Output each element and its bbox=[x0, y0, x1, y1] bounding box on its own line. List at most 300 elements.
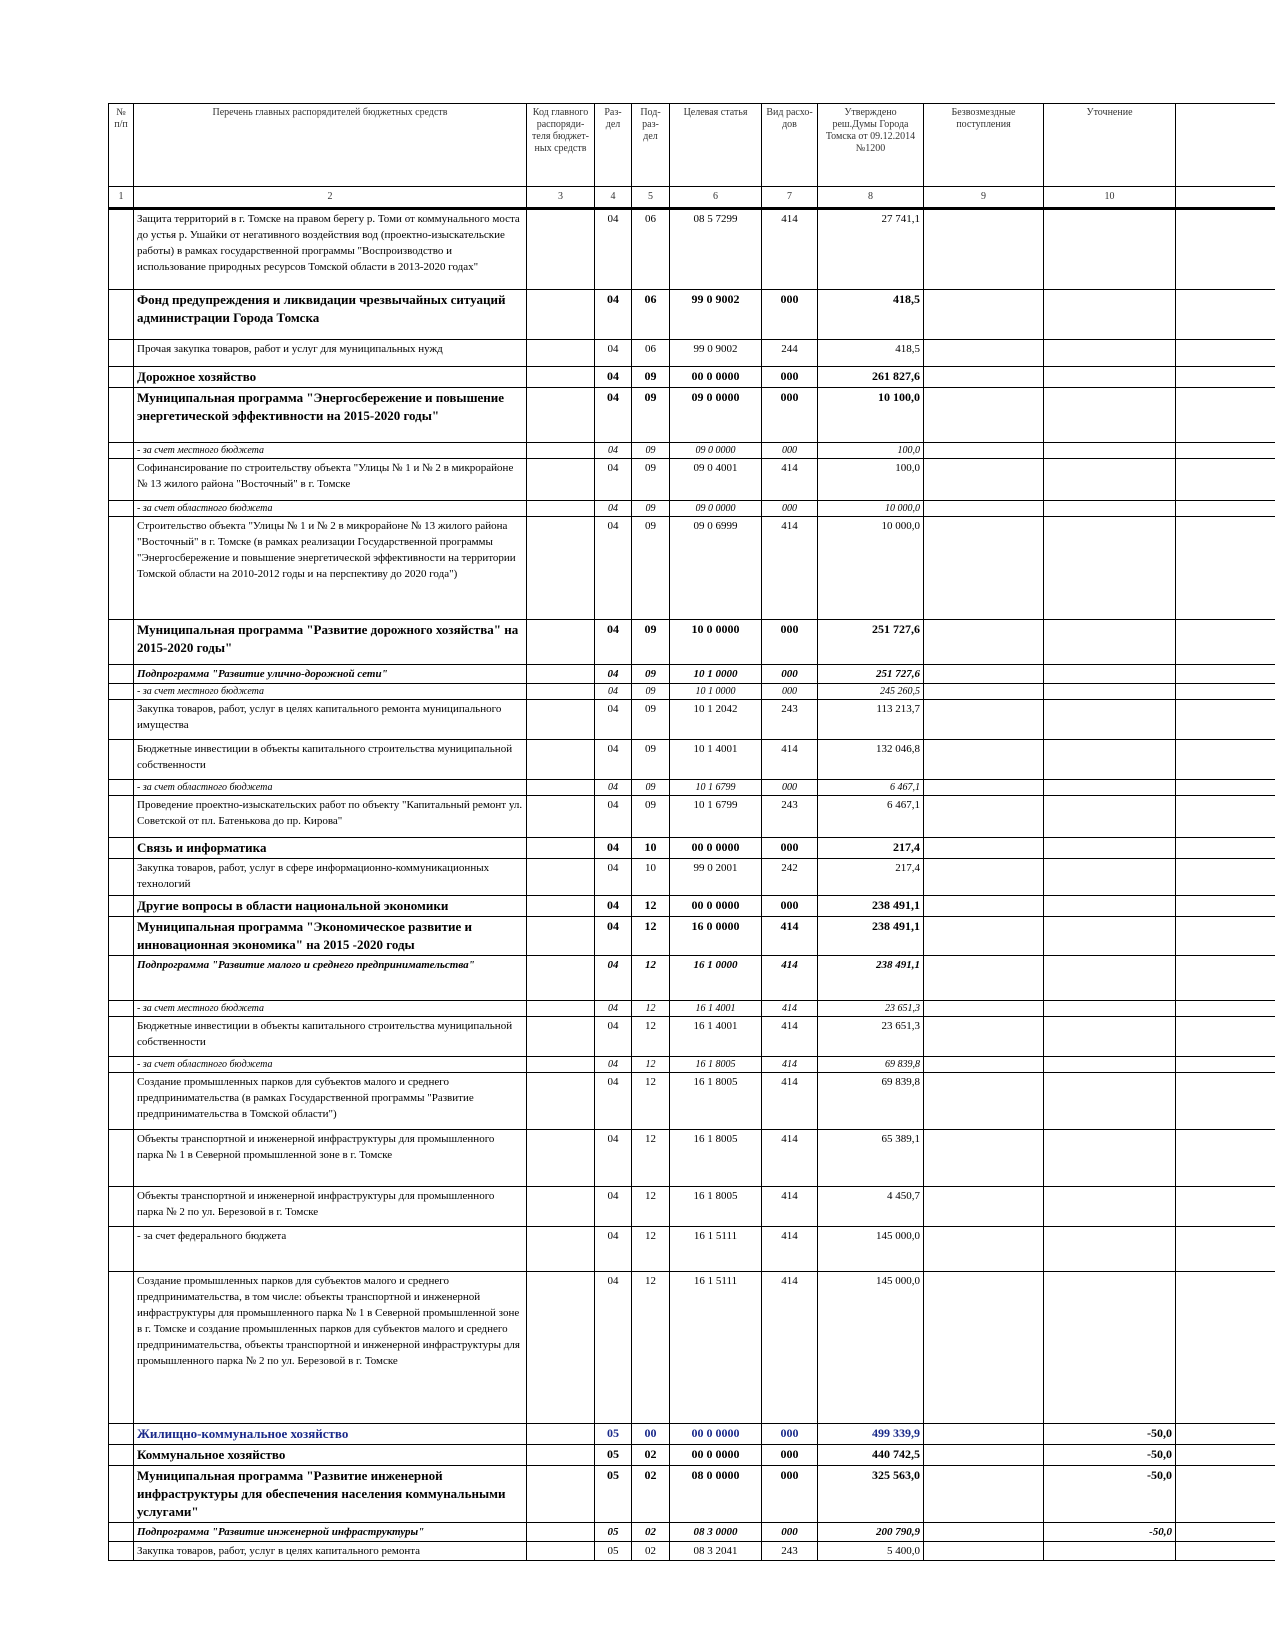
row-target-cell: 10 1 0000 bbox=[670, 665, 762, 684]
row-adjustment-cell bbox=[1044, 896, 1176, 917]
row-extra-cell bbox=[1176, 740, 1275, 780]
row-podrazdel-cell: 09 bbox=[632, 517, 670, 620]
row-amount-cell: 325 563,0 bbox=[818, 1466, 924, 1523]
row-target-cell: 16 1 5111 bbox=[670, 1227, 762, 1272]
row-expense-type-cell: 243 bbox=[762, 796, 818, 838]
row-code-cell bbox=[527, 740, 595, 780]
header-name: Перечень главных распорядителей бюджетных средств bbox=[134, 104, 527, 187]
row-grants-cell bbox=[924, 1001, 1044, 1017]
table-row bbox=[109, 700, 1275, 740]
row-num-cell bbox=[109, 1424, 134, 1445]
row-podrazdel-cell: 02 bbox=[632, 1445, 670, 1466]
row-expense-type-cell: 414 bbox=[762, 209, 818, 290]
row-podrazdel-cell: 12 bbox=[632, 1057, 670, 1073]
row-razdel-cell: 04 bbox=[595, 740, 632, 780]
row-expense-type-cell: 414 bbox=[762, 917, 818, 956]
row-expense-type-cell: 414 bbox=[762, 1001, 818, 1017]
row-amount-cell: 27 741,1 bbox=[818, 209, 924, 290]
row-grants-cell bbox=[924, 620, 1044, 665]
row-expense-type-cell: 414 bbox=[762, 517, 818, 620]
table-row bbox=[109, 665, 1275, 684]
row-code-cell bbox=[527, 1272, 595, 1424]
row-expense-type-cell: 000 bbox=[762, 501, 818, 517]
row-name-cell: Создание промышленных парков для субъектов малого и среднего предпринимательства (в рамках Государственной программы "Развитие предпринимательства в Томской области") bbox=[134, 1073, 527, 1130]
row-num-cell bbox=[109, 1523, 134, 1542]
row-amount-cell: 10 100,0 bbox=[818, 388, 924, 443]
header-podrazdel: Под-раз-дел bbox=[632, 104, 670, 187]
table-row bbox=[109, 684, 1275, 700]
row-num-cell bbox=[109, 1542, 134, 1561]
table-row bbox=[109, 1424, 1275, 1445]
row-razdel-cell: 04 bbox=[595, 620, 632, 665]
row-adjustment-cell bbox=[1044, 1057, 1176, 1073]
row-extra-cell bbox=[1176, 896, 1275, 917]
row-amount-cell: 4 450,7 bbox=[818, 1187, 924, 1227]
row-expense-type-cell: 243 bbox=[762, 1542, 818, 1561]
row-num-cell bbox=[109, 859, 134, 896]
row-expense-type-cell: 000 bbox=[762, 896, 818, 917]
row-adjustment-cell bbox=[1044, 1227, 1176, 1272]
row-num-cell bbox=[109, 459, 134, 501]
row-expense-type-cell: 414 bbox=[762, 1187, 818, 1227]
row-razdel-cell: 04 bbox=[595, 517, 632, 620]
row-podrazdel-cell: 10 bbox=[632, 838, 670, 859]
row-expense-type-cell: 000 bbox=[762, 1424, 818, 1445]
row-num-cell bbox=[109, 209, 134, 290]
row-extra-cell bbox=[1176, 780, 1275, 796]
row-adjustment-cell bbox=[1044, 780, 1176, 796]
header-adjustment: Уточнение bbox=[1044, 104, 1176, 187]
row-adjustment-cell: -50,0 bbox=[1044, 1523, 1176, 1542]
row-name-cell: Софинансирование по строительству объекта "Улицы № 1 и № 2 в микрорайоне № 13 жилого района "Восточный" в г. Томске bbox=[134, 459, 527, 501]
row-grants-cell bbox=[924, 209, 1044, 290]
row-razdel-cell: 04 bbox=[595, 665, 632, 684]
colnum-3: 3 bbox=[527, 187, 595, 209]
table-row bbox=[109, 838, 1275, 859]
row-num-cell bbox=[109, 388, 134, 443]
row-extra-cell bbox=[1176, 1073, 1275, 1130]
table-row bbox=[109, 1466, 1275, 1523]
table-row bbox=[109, 1001, 1275, 1017]
row-name-cell: Коммунальное хозяйство bbox=[134, 1445, 527, 1466]
row-podrazdel-cell: 12 bbox=[632, 1130, 670, 1187]
row-name-cell: - за счет местного бюджета bbox=[134, 443, 527, 459]
row-expense-type-cell: 414 bbox=[762, 956, 818, 1001]
table-row bbox=[109, 1523, 1275, 1542]
row-target-cell: 09 0 4001 bbox=[670, 459, 762, 501]
row-num-cell bbox=[109, 1187, 134, 1227]
row-expense-type-cell: 000 bbox=[762, 1445, 818, 1466]
row-code-cell bbox=[527, 1073, 595, 1130]
header-grants: Безвозмездные поступления bbox=[924, 104, 1044, 187]
row-name-cell: Подпрограмма "Развитие инженерной инфраструктуры" bbox=[134, 1523, 527, 1542]
row-extra-cell bbox=[1176, 367, 1275, 388]
row-podrazdel-cell: 09 bbox=[632, 388, 670, 443]
row-adjustment-cell: -50,0 bbox=[1044, 1466, 1176, 1523]
row-target-cell: 16 1 5111 bbox=[670, 1272, 762, 1424]
row-target-cell: 16 1 8005 bbox=[670, 1130, 762, 1187]
row-extra-cell bbox=[1176, 956, 1275, 1001]
row-code-cell bbox=[527, 859, 595, 896]
row-podrazdel-cell: 02 bbox=[632, 1466, 670, 1523]
colnum-9: 9 bbox=[924, 187, 1044, 209]
row-target-cell: 10 1 6799 bbox=[670, 796, 762, 838]
row-num-cell bbox=[109, 517, 134, 620]
colnum-10: 10 bbox=[1044, 187, 1176, 209]
row-target-cell: 16 1 8005 bbox=[670, 1057, 762, 1073]
row-grants-cell bbox=[924, 1272, 1044, 1424]
row-grants-cell bbox=[924, 684, 1044, 700]
row-adjustment-cell bbox=[1044, 501, 1176, 517]
row-amount-cell: 100,0 bbox=[818, 443, 924, 459]
row-name-cell: Подпрограмма "Развитие улично-дорожной сети" bbox=[134, 665, 527, 684]
header-target: Целевая статья bbox=[670, 104, 762, 187]
row-amount-cell: 245 260,5 bbox=[818, 684, 924, 700]
row-podrazdel-cell: 09 bbox=[632, 620, 670, 665]
row-adjustment-cell bbox=[1044, 459, 1176, 501]
row-target-cell: 09 0 6999 bbox=[670, 517, 762, 620]
row-num-cell bbox=[109, 838, 134, 859]
row-name-cell: - за счет местного бюджета bbox=[134, 1001, 527, 1017]
table-row bbox=[109, 620, 1275, 665]
row-razdel-cell: 04 bbox=[595, 388, 632, 443]
table-row bbox=[109, 1445, 1275, 1466]
row-amount-cell: 217,4 bbox=[818, 838, 924, 859]
row-podrazdel-cell: 12 bbox=[632, 1227, 670, 1272]
row-target-cell: 08 3 2041 bbox=[670, 1542, 762, 1561]
row-code-cell bbox=[527, 501, 595, 517]
row-num-cell bbox=[109, 956, 134, 1001]
row-num-cell bbox=[109, 1227, 134, 1272]
row-target-cell: 10 0 0000 bbox=[670, 620, 762, 665]
row-adjustment-cell bbox=[1044, 367, 1176, 388]
row-code-cell bbox=[527, 684, 595, 700]
row-target-cell: 09 0 0000 bbox=[670, 388, 762, 443]
header-razdel: Раз-дел bbox=[595, 104, 632, 187]
row-name-cell: Муниципальная программа "Энергосбережение и повышение энергетической эффективности на 2015-2020 годы" bbox=[134, 388, 527, 443]
row-grants-cell bbox=[924, 459, 1044, 501]
row-expense-type-cell: 000 bbox=[762, 780, 818, 796]
colnum-2: 2 bbox=[134, 187, 527, 209]
row-amount-cell: 145 000,0 bbox=[818, 1272, 924, 1424]
table-row bbox=[109, 290, 1275, 340]
row-grants-cell bbox=[924, 956, 1044, 1001]
row-adjustment-cell bbox=[1044, 838, 1176, 859]
row-adjustment-cell bbox=[1044, 956, 1176, 1001]
header-extra bbox=[1176, 104, 1275, 187]
row-amount-cell: 23 651,3 bbox=[818, 1001, 924, 1017]
row-target-cell: 08 0 0000 bbox=[670, 1466, 762, 1523]
row-adjustment-cell bbox=[1044, 859, 1176, 896]
row-razdel-cell: 05 bbox=[595, 1424, 632, 1445]
row-razdel-cell: 04 bbox=[595, 1130, 632, 1187]
row-num-cell bbox=[109, 1017, 134, 1057]
row-code-cell bbox=[527, 1523, 595, 1542]
row-grants-cell bbox=[924, 290, 1044, 340]
table-row bbox=[109, 367, 1275, 388]
row-amount-cell: 251 727,6 bbox=[818, 620, 924, 665]
row-code-cell bbox=[527, 917, 595, 956]
row-podrazdel-cell: 12 bbox=[632, 1017, 670, 1057]
row-name-cell: Муниципальная программа "Развитие дорожного хозяйства" на 2015-2020 годы" bbox=[134, 620, 527, 665]
row-name-cell: Объекты транспортной и инженерной инфраструктуры для промышленного парка № 2 по ул. Березовой в г. Томске bbox=[134, 1187, 527, 1227]
row-grants-cell bbox=[924, 1466, 1044, 1523]
row-target-cell: 99 0 9002 bbox=[670, 340, 762, 367]
row-adjustment-cell bbox=[1044, 340, 1176, 367]
row-code-cell bbox=[527, 209, 595, 290]
row-amount-cell: 10 000,0 bbox=[818, 501, 924, 517]
row-podrazdel-cell: 09 bbox=[632, 796, 670, 838]
row-razdel-cell: 04 bbox=[595, 838, 632, 859]
table-row bbox=[109, 796, 1275, 838]
row-amount-cell: 418,5 bbox=[818, 340, 924, 367]
row-name-cell: Муниципальная программа "Развитие инженерной инфраструктуры для обеспечения населения коммунальными услугами" bbox=[134, 1466, 527, 1523]
row-extra-cell bbox=[1176, 459, 1275, 501]
row-podrazdel-cell: 09 bbox=[632, 740, 670, 780]
row-adjustment-cell bbox=[1044, 917, 1176, 956]
row-amount-cell: 217,4 bbox=[818, 859, 924, 896]
row-razdel-cell: 04 bbox=[595, 1057, 632, 1073]
row-amount-cell: 261 827,6 bbox=[818, 367, 924, 388]
table-row bbox=[109, 501, 1275, 517]
row-podrazdel-cell: 06 bbox=[632, 209, 670, 290]
row-amount-cell: 10 000,0 bbox=[818, 517, 924, 620]
row-extra-cell bbox=[1176, 665, 1275, 684]
row-grants-cell bbox=[924, 1227, 1044, 1272]
row-razdel-cell: 05 bbox=[595, 1523, 632, 1542]
table-row bbox=[109, 1187, 1275, 1227]
row-podrazdel-cell: 12 bbox=[632, 956, 670, 1001]
row-expense-type-cell: 000 bbox=[762, 684, 818, 700]
row-grants-cell bbox=[924, 1017, 1044, 1057]
row-razdel-cell: 04 bbox=[595, 1187, 632, 1227]
table-row bbox=[109, 443, 1275, 459]
row-razdel-cell: 04 bbox=[595, 501, 632, 517]
table-row bbox=[109, 1272, 1275, 1424]
column-number-row bbox=[109, 187, 1275, 209]
table-row bbox=[109, 1227, 1275, 1272]
row-name-cell: Жилищно-коммунальное хозяйство bbox=[134, 1424, 527, 1445]
row-amount-cell: 238 491,1 bbox=[818, 917, 924, 956]
table-row bbox=[109, 1130, 1275, 1187]
row-extra-cell bbox=[1176, 620, 1275, 665]
row-target-cell: 09 0 0000 bbox=[670, 501, 762, 517]
row-extra-cell bbox=[1176, 209, 1275, 290]
row-num-cell bbox=[109, 1130, 134, 1187]
row-name-cell: Фонд предупреждения и ликвидации чрезвычайных ситуаций администрации Города Томска bbox=[134, 290, 527, 340]
row-extra-cell bbox=[1176, 838, 1275, 859]
table-row bbox=[109, 1073, 1275, 1130]
row-grants-cell bbox=[924, 1073, 1044, 1130]
row-extra-cell bbox=[1176, 517, 1275, 620]
row-code-cell bbox=[527, 838, 595, 859]
row-adjustment-cell bbox=[1044, 290, 1176, 340]
row-podrazdel-cell: 02 bbox=[632, 1523, 670, 1542]
row-grants-cell bbox=[924, 1130, 1044, 1187]
row-extra-cell bbox=[1176, 1445, 1275, 1466]
header-num: № п/п bbox=[109, 104, 134, 187]
row-extra-cell bbox=[1176, 501, 1275, 517]
row-target-cell: 16 0 0000 bbox=[670, 917, 762, 956]
row-extra-cell bbox=[1176, 1130, 1275, 1187]
row-code-cell bbox=[527, 388, 595, 443]
row-extra-cell bbox=[1176, 340, 1275, 367]
row-num-cell bbox=[109, 1001, 134, 1017]
row-extra-cell bbox=[1176, 1017, 1275, 1057]
row-adjustment-cell bbox=[1044, 1017, 1176, 1057]
row-expense-type-cell: 414 bbox=[762, 740, 818, 780]
row-name-cell: Строительство объекта "Улицы № 1 и № 2 в микрорайоне № 13 жилого района "Восточный" в г. Томске (в рамках реализации Государственной программы "Энергосбережение и повышение энергетической эффективности на территории Томской области на 2010-2012 годы и на перспективу до 2020 года") bbox=[134, 517, 527, 620]
row-razdel-cell: 04 bbox=[595, 443, 632, 459]
row-podrazdel-cell: 00 bbox=[632, 1424, 670, 1445]
row-code-cell bbox=[527, 780, 595, 796]
row-num-cell bbox=[109, 1466, 134, 1523]
table-row bbox=[109, 209, 1275, 290]
row-adjustment-cell: -50,0 bbox=[1044, 1424, 1176, 1445]
row-razdel-cell: 04 bbox=[595, 896, 632, 917]
row-amount-cell: 238 491,1 bbox=[818, 896, 924, 917]
row-expense-type-cell: 414 bbox=[762, 1272, 818, 1424]
row-razdel-cell: 04 bbox=[595, 684, 632, 700]
row-target-cell: 10 1 4001 bbox=[670, 740, 762, 780]
row-target-cell: 99 0 2001 bbox=[670, 859, 762, 896]
row-code-cell bbox=[527, 1017, 595, 1057]
row-podrazdel-cell: 12 bbox=[632, 1272, 670, 1424]
row-extra-cell bbox=[1176, 1542, 1275, 1561]
row-adjustment-cell bbox=[1044, 1272, 1176, 1424]
row-amount-cell: 5 400,0 bbox=[818, 1542, 924, 1561]
row-num-cell bbox=[109, 796, 134, 838]
row-amount-cell: 6 467,1 bbox=[818, 780, 924, 796]
row-grants-cell bbox=[924, 838, 1044, 859]
row-code-cell bbox=[527, 1001, 595, 1017]
row-razdel-cell: 04 bbox=[595, 780, 632, 796]
row-target-cell: 16 1 4001 bbox=[670, 1017, 762, 1057]
table-row bbox=[109, 956, 1275, 1001]
row-adjustment-cell bbox=[1044, 684, 1176, 700]
row-target-cell: 16 1 8005 bbox=[670, 1187, 762, 1227]
row-num-cell bbox=[109, 684, 134, 700]
row-expense-type-cell: 414 bbox=[762, 1057, 818, 1073]
row-grants-cell bbox=[924, 665, 1044, 684]
row-expense-type-cell: 414 bbox=[762, 1130, 818, 1187]
row-extra-cell bbox=[1176, 1272, 1275, 1424]
budget-table bbox=[108, 103, 1275, 1561]
row-num-cell bbox=[109, 1445, 134, 1466]
row-code-cell bbox=[527, 665, 595, 684]
table-row bbox=[109, 388, 1275, 443]
row-razdel-cell: 04 bbox=[595, 796, 632, 838]
row-extra-cell bbox=[1176, 1523, 1275, 1542]
table-body bbox=[109, 104, 1275, 1561]
row-num-cell bbox=[109, 700, 134, 740]
table-row bbox=[109, 459, 1275, 501]
row-target-cell: 10 1 2042 bbox=[670, 700, 762, 740]
row-razdel-cell: 04 bbox=[595, 290, 632, 340]
row-grants-cell bbox=[924, 501, 1044, 517]
row-code-cell bbox=[527, 443, 595, 459]
table-row bbox=[109, 780, 1275, 796]
header-expense-type: Вид расхо-дов bbox=[762, 104, 818, 187]
row-amount-cell: 65 389,1 bbox=[818, 1130, 924, 1187]
row-target-cell: 16 1 0000 bbox=[670, 956, 762, 1001]
table-row bbox=[109, 859, 1275, 896]
row-amount-cell: 23 651,3 bbox=[818, 1017, 924, 1057]
row-target-cell: 99 0 9002 bbox=[670, 290, 762, 340]
row-podrazdel-cell: 09 bbox=[632, 443, 670, 459]
row-num-cell bbox=[109, 1272, 134, 1424]
row-grants-cell bbox=[924, 896, 1044, 917]
row-razdel-cell: 04 bbox=[595, 340, 632, 367]
header-approved: Утверждено реш.Думы Города Томска от 09.12.2014 №1200 bbox=[818, 104, 924, 187]
row-adjustment-cell bbox=[1044, 517, 1176, 620]
row-podrazdel-cell: 09 bbox=[632, 684, 670, 700]
row-name-cell: - за счет областного бюджета bbox=[134, 501, 527, 517]
row-target-cell: 00 0 0000 bbox=[670, 896, 762, 917]
row-amount-cell: 145 000,0 bbox=[818, 1227, 924, 1272]
row-num-cell bbox=[109, 367, 134, 388]
row-code-cell bbox=[527, 1057, 595, 1073]
row-extra-cell bbox=[1176, 796, 1275, 838]
row-amount-cell: 6 467,1 bbox=[818, 796, 924, 838]
row-expense-type-cell: 000 bbox=[762, 665, 818, 684]
colnum-1: 1 bbox=[109, 187, 134, 209]
row-name-cell: Бюджетные инвестиции в объекты капитального строительства муниципальной собственности bbox=[134, 740, 527, 780]
row-extra-cell bbox=[1176, 684, 1275, 700]
row-num-cell bbox=[109, 917, 134, 956]
row-amount-cell: 100,0 bbox=[818, 459, 924, 501]
row-adjustment-cell bbox=[1044, 1001, 1176, 1017]
row-name-cell: Бюджетные инвестиции в объекты капитального строительства муниципальной собственности bbox=[134, 1017, 527, 1057]
row-amount-cell: 113 213,7 bbox=[818, 700, 924, 740]
row-grants-cell bbox=[924, 859, 1044, 896]
row-podrazdel-cell: 12 bbox=[632, 917, 670, 956]
table-row bbox=[109, 740, 1275, 780]
row-grants-cell bbox=[924, 1445, 1044, 1466]
row-expense-type-cell: 414 bbox=[762, 1017, 818, 1057]
table-row bbox=[109, 1017, 1275, 1057]
row-extra-cell bbox=[1176, 1227, 1275, 1272]
row-adjustment-cell bbox=[1044, 1073, 1176, 1130]
row-target-cell: 00 0 0000 bbox=[670, 1445, 762, 1466]
colnum-5: 5 bbox=[632, 187, 670, 209]
row-razdel-cell: 04 bbox=[595, 917, 632, 956]
row-expense-type-cell: 000 bbox=[762, 290, 818, 340]
row-num-cell bbox=[109, 1073, 134, 1130]
colnum-4: 4 bbox=[595, 187, 632, 209]
row-extra-cell bbox=[1176, 917, 1275, 956]
row-expense-type-cell: 414 bbox=[762, 1227, 818, 1272]
row-podrazdel-cell: 12 bbox=[632, 1001, 670, 1017]
row-expense-type-cell: 000 bbox=[762, 388, 818, 443]
row-name-cell: - за счет областного бюджета bbox=[134, 1057, 527, 1073]
row-target-cell: 00 0 0000 bbox=[670, 838, 762, 859]
row-expense-type-cell: 244 bbox=[762, 340, 818, 367]
row-name-cell: Дорожное хозяйство bbox=[134, 367, 527, 388]
row-target-cell: 00 0 0000 bbox=[670, 367, 762, 388]
row-grants-cell bbox=[924, 917, 1044, 956]
row-target-cell: 10 1 0000 bbox=[670, 684, 762, 700]
row-adjustment-cell bbox=[1044, 796, 1176, 838]
row-extra-cell bbox=[1176, 1001, 1275, 1017]
row-adjustment-cell bbox=[1044, 740, 1176, 780]
row-podrazdel-cell: 09 bbox=[632, 367, 670, 388]
row-code-cell bbox=[527, 1542, 595, 1561]
row-grants-cell bbox=[924, 1424, 1044, 1445]
row-code-cell bbox=[527, 1445, 595, 1466]
row-podrazdel-cell: 09 bbox=[632, 501, 670, 517]
row-podrazdel-cell: 06 bbox=[632, 290, 670, 340]
